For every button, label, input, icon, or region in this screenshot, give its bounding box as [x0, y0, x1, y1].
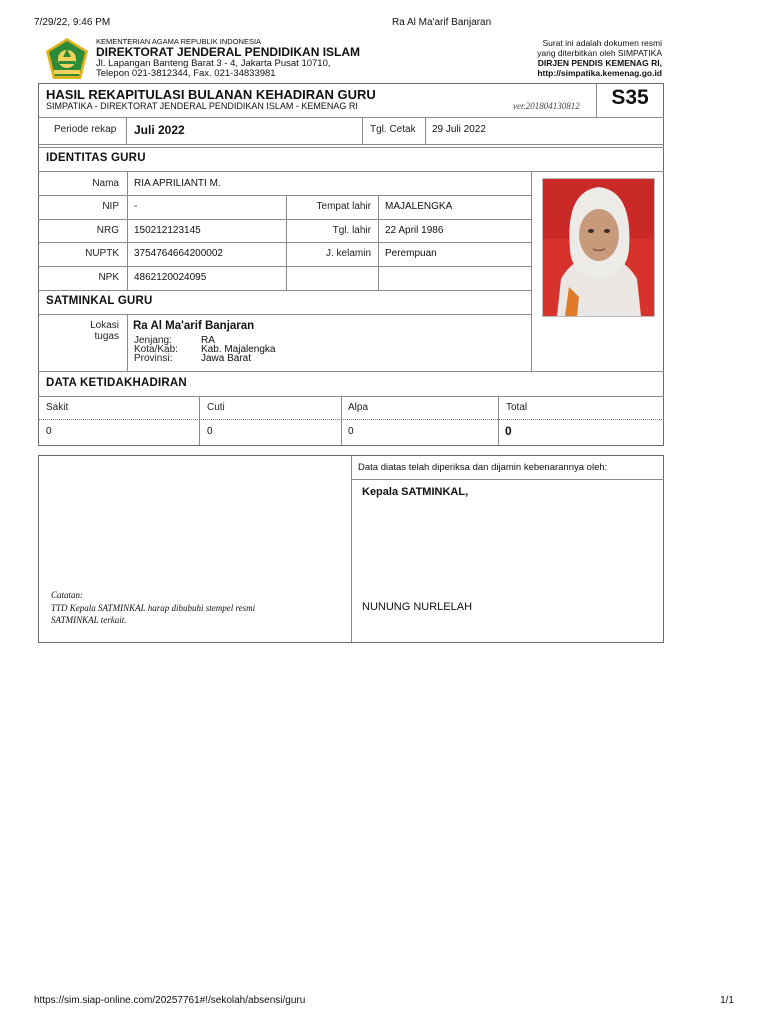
report-version: ver.201804130812 [513, 101, 580, 111]
verifier-name: NUNUNG NURLELAH [362, 601, 473, 613]
notice-line-3: DIRJEN PENDIS KEMENAG RI, [537, 58, 662, 68]
notice-line-2: yang diterbitkan oleh SIMPATIKA [537, 48, 662, 58]
catatan-line-1: TTD Kepala SATMINKAL harap dibubuhi stempel resmi [51, 603, 256, 613]
print-page-title: Ra Al Ma'arif Banjaran [392, 17, 492, 28]
footer-page-number: 1/1 [720, 995, 734, 1006]
footer-url[interactable]: https://sim.siap-online.com/20257761#!/sekolah/absensi/guru [34, 995, 306, 1006]
print-date-value: 29 Juli 2022 [432, 124, 486, 135]
tgl-lahir-value: 22 April 1986 [385, 225, 444, 236]
satminkal-heading: SATMINKAL GURU [46, 295, 153, 307]
absence-header-alpa: Alpa [348, 402, 369, 413]
absence-header-total: Total [506, 402, 528, 413]
absence-header-sakit: Sakit [46, 402, 69, 413]
catatan-line-2: SATMINKAL terkait. [51, 615, 127, 625]
report-code: S35 [611, 86, 649, 109]
verifier-role: Kepala SATMINKAL, [362, 486, 469, 498]
notice-line-1: Surat ini adalah dokumen resmi [542, 38, 662, 48]
school-name: Ra Al Ma'arif Banjaran [133, 320, 255, 332]
provinsi-label: Provinsi: [134, 353, 173, 364]
teacher-photo [542, 178, 655, 317]
kota-label: Kota/Kab: [134, 344, 178, 355]
catatan-label: Catatan: [51, 590, 84, 600]
kemenag-logo-icon [44, 37, 90, 81]
org-phone: Telepon 021-3812344, Fax. 021-34833981 [96, 68, 276, 79]
print-datetime: 7/29/22, 9:46 PM [34, 17, 111, 28]
notice-link[interactable]: http://simpatika.kemenag.go.id [537, 68, 662, 78]
absence-sakit-value: 0 [46, 426, 52, 437]
verification-note: Data diatas telah diperiksa dan dijamin kebenarannya oleh: [358, 462, 608, 473]
nip-value: - [134, 201, 138, 212]
report-subtitle: SIMPATIKA - DIREKTORAT JENDERAL PENDIDIKAN ISLAM - KEMENAG RI [46, 101, 358, 111]
kota-value: Kab. Majalengka [201, 344, 276, 355]
identity-heading: IDENTITAS GURU [46, 152, 146, 164]
jenis-kelamin-label: J. kelamin [325, 248, 371, 259]
tempat-lahir-label: Tempat lahir [316, 201, 371, 212]
nuptk-value: 3754764664200002 [134, 248, 223, 259]
lokasi-label-1: Lokasi [90, 320, 119, 331]
absence-cuti-value: 0 [207, 426, 213, 437]
nuptk-label: NUPTK [85, 248, 119, 259]
nrg-value: 150212123145 [134, 225, 201, 236]
period-value: Juli 2022 [134, 123, 185, 137]
nama-label: Nama [92, 178, 119, 189]
tgl-lahir-label: Tgl. lahir [332, 225, 371, 236]
absence-header-cuti: Cuti [207, 402, 225, 413]
period-label: Periode rekap [54, 124, 117, 135]
absence-heading: DATA KETIDAKHADIRAN [46, 377, 187, 389]
absence-alpa-value: 0 [348, 426, 354, 437]
jenjang-value: RA [201, 335, 215, 346]
nama-value: RIA APRILIANTI M. [134, 178, 221, 189]
jenjang-label: Jenjang: [134, 335, 172, 346]
npk-value: 4862120024095 [134, 272, 207, 283]
jenis-kelamin-value: Perempuan [385, 248, 437, 259]
npk-label: NPK [98, 272, 119, 283]
lokasi-label-2: tugas [94, 331, 119, 342]
directorate-name: DIREKTORAT JENDERAL PENDIDIKAN ISLAM [96, 45, 361, 59]
nrg-label: NRG [96, 225, 119, 236]
nip-label: NIP [102, 201, 119, 212]
absence-total-value: 0 [505, 424, 512, 438]
provinsi-value: Jawa Barat [201, 353, 252, 364]
print-date-label: Tgl. Cetak [370, 124, 416, 135]
org-address: Jl. Lapangan Banteng Barat 3 - 4, Jakarta Pusat 10710, [96, 58, 331, 69]
report-title: HASIL REKAPITULASI BULANAN KEHADIRAN GURU [46, 87, 376, 102]
tempat-lahir-value: MAJALENGKA [385, 201, 453, 212]
ministry-name: KEMENTERIAN AGAMA REPUBLIK INDONESIA [96, 37, 262, 46]
